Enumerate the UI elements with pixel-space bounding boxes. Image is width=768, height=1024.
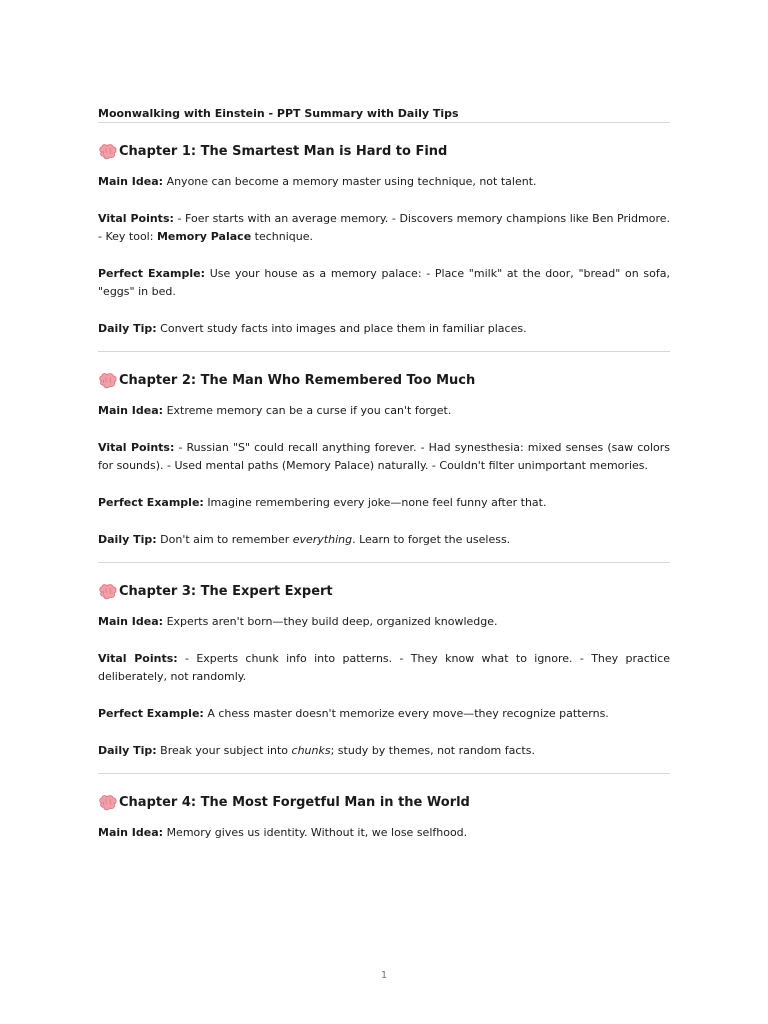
daily-tip-text-end: ; study by themes, not random facts. <box>330 744 535 757</box>
page-number: 1 <box>380 970 388 981</box>
chapter-4 <box>98 774 670 842</box>
vital-points-text-end: technique. <box>251 230 313 243</box>
main-idea <box>98 613 670 631</box>
main-idea-text: Memory gives us identity. Without it, we lose selfhood. <box>166 826 468 839</box>
vital-points-label: Vital Points: <box>98 441 175 454</box>
chapter-title: Chapter 2: The Man Who Remembered Too Much <box>119 373 476 388</box>
brain-icon <box>98 794 118 812</box>
daily-tip <box>98 320 670 338</box>
chapter-2 <box>98 352 670 549</box>
vital-points <box>98 439 670 475</box>
main-idea-label: Main Idea: <box>98 404 164 417</box>
vital-points <box>98 210 670 246</box>
perfect-example <box>98 705 670 723</box>
daily-tip-label: Daily Tip: <box>98 744 157 757</box>
chapter-1 <box>98 123 670 338</box>
main-idea-text: Anyone can become a memory master using technique, not talent. <box>166 175 537 188</box>
main-idea-label: Main Idea: <box>98 826 164 839</box>
daily-tip-text-end: . Learn to forget the useless. <box>352 533 511 546</box>
vital-points-text: - Foer starts with an average memory. - Discovers memory champions like Ben Pridmore. - Key tool: <box>98 212 671 243</box>
daily-tip-text: Break your subject into <box>160 744 292 757</box>
perfect-example-label: Perfect Example: <box>98 267 205 280</box>
perfect-example-text: Use your house as a memory palace: - Place "milk" at the door, "bread" on sofa, "eggs" in bed. <box>98 267 670 298</box>
vital-points-emphasis: Memory Palace <box>156 230 252 243</box>
vital-points-text: - Experts chunk info into patterns. - They know what to ignore. - They practice deliberately, not randomly. <box>98 652 671 683</box>
chapter-heading <box>98 793 670 813</box>
perfect-example-text: Imagine remembering every joke—none feel funny after that. <box>207 496 547 509</box>
brain-icon <box>98 583 118 601</box>
main-idea <box>98 824 670 842</box>
vital-points <box>98 650 670 686</box>
document-title: Moonwalking with Einstein - PPT Summary with Daily Tips <box>98 107 459 120</box>
brain-icon <box>98 143 118 161</box>
daily-tip-text: Don't aim to remember <box>160 533 293 546</box>
daily-tip-text: Convert study facts into images and place them in familiar places. <box>160 322 527 335</box>
main-idea <box>98 173 670 191</box>
chapter-heading <box>98 142 670 162</box>
daily-tip-emphasis: chunks <box>291 744 331 757</box>
vital-points-label: Vital Points: <box>98 212 174 225</box>
main-idea-text: Extreme memory can be a curse if you can't forget. <box>166 404 452 417</box>
perfect-example-label: Perfect Example: <box>98 496 204 509</box>
chapter-heading <box>98 371 670 391</box>
chapter-3 <box>98 563 670 760</box>
daily-tip-label: Daily Tip: <box>98 322 157 335</box>
perfect-example <box>98 265 670 301</box>
brain-icon <box>98 372 118 390</box>
chapter-heading <box>98 582 670 602</box>
chapter-title: Chapter 3: The Expert Expert <box>119 584 333 599</box>
main-idea-label: Main Idea: <box>98 175 164 188</box>
document-content <box>98 106 670 842</box>
daily-tip-emphasis: everything <box>292 533 353 546</box>
daily-tip <box>98 742 670 760</box>
perfect-example-text: A chess master doesn't memorize every move—they recognize patterns. <box>207 707 609 720</box>
main-idea <box>98 402 670 420</box>
main-idea-label: Main Idea: <box>98 615 164 628</box>
perfect-example-label: Perfect Example: <box>98 707 204 720</box>
perfect-example <box>98 494 670 512</box>
vital-points-text: - Russian "S" could recall anything forever. - Had synesthesia: mixed senses (saw colors for sounds). - Used mental paths (Memory Palace) naturally. - Couldn't filter unimportant memories. <box>98 441 671 472</box>
vital-points-label: Vital Points: <box>98 652 178 665</box>
daily-tip-label: Daily Tip: <box>98 533 157 546</box>
main-idea-text: Experts aren't born—they build deep, organized knowledge. <box>166 615 498 628</box>
daily-tip <box>98 531 670 549</box>
chapter-title: Chapter 1: The Smartest Man is Hard to Find <box>119 144 448 159</box>
chapter-title: Chapter 4: The Most Forgetful Man in the World <box>119 795 470 810</box>
